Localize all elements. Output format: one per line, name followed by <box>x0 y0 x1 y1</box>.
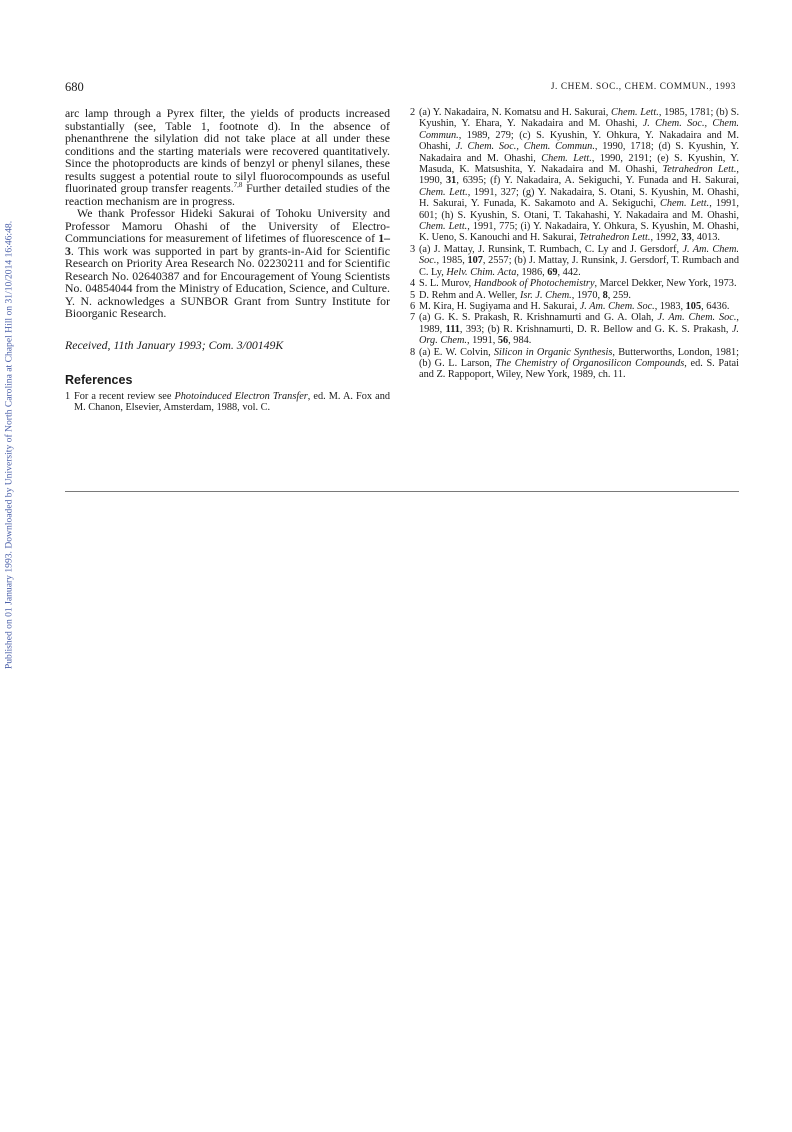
journal-name: J. Am. Chem. Soc. <box>419 243 739 267</box>
ref-text: , 984. <box>508 335 532 347</box>
reference-4 <box>410 278 739 289</box>
acknowledgements-paragraph <box>65 207 390 320</box>
ack-text-a: We thank Professor Hideki Sakurai of Tohoku University and Professor Mamoru Ohashi of the University of Electro-Communciations for measurement of lifetimes of fluorescence of <box>65 206 390 245</box>
volume-number: 33 <box>681 232 692 244</box>
left-column <box>65 107 390 413</box>
book-title: Silicon in Organic Synthesis <box>493 346 613 358</box>
journal-name: Helv. Chim. Acta <box>446 266 517 278</box>
volume-number: 111 <box>445 323 460 335</box>
ref-text: , 6395; <box>456 175 491 187</box>
ref-text: , 1970, <box>571 289 603 301</box>
reference-number: 3 <box>410 243 416 255</box>
ref-text: S. L. Murov, <box>419 278 474 290</box>
ref-text: M. Kira, H. Sugiyama and H. Sakurai, <box>419 300 580 312</box>
download-watermark <box>2 190 16 700</box>
reference-1 <box>65 391 390 414</box>
volume-number: 107 <box>467 255 483 267</box>
ref-text: , 442. <box>557 266 581 278</box>
reference-2 <box>410 107 739 244</box>
ref-text: (e) S. Kyushin, Y. Masuda, K. Matsushita, Y. Nakadaira and M. Ohashi, <box>419 152 739 176</box>
ref-text: , 4013. <box>691 232 720 244</box>
ref-text: (g) Y. Nakadaira, S. Otani, S. Kyushin, M. Ohashi, H. Sakurai, Y. Funada, K. Sakamoto and A. Sekiguchi, <box>419 186 740 210</box>
journal-name: J. Org. Chem. <box>419 323 739 347</box>
ref-text: , 1989, 279; <box>458 129 520 141</box>
ref-text: (i) Y. Nakadaira, Y. Ohkura, S. Kyushin, M. Ohashi, K. Ueno, S. Kanouchi and H. Sakurai, <box>419 221 739 244</box>
volume-number: 31 <box>446 175 457 187</box>
reference-number: 5 <box>410 289 416 301</box>
journal-name: Chem. Lett. <box>419 221 468 233</box>
body-paragraph-1 <box>65 107 390 207</box>
running-head: J. CHEM. SOC., CHEM. COMMUN., 1993 <box>550 82 736 92</box>
reference-5 <box>410 290 739 301</box>
ref-text: , 1991, 601; <box>419 198 739 221</box>
journal-name: J. Chem. Soc., Chem. Commun. <box>419 118 739 141</box>
journal-name: Tetrahedron Lett. <box>579 232 651 244</box>
journal-name: Tetrahedron Lett. <box>662 164 737 176</box>
ref-text: For a recent review see <box>74 390 175 402</box>
volume-number: 69 <box>547 266 558 278</box>
ref-text: (b) G. L. Larson, <box>419 357 496 369</box>
ref-text: , 393; <box>459 323 488 335</box>
volume-number: 56 <box>497 335 509 347</box>
journal-name: Chem. Lett. <box>611 107 659 118</box>
ref-text: , 2557; <box>482 255 515 267</box>
para1-end-text: Further detailed studies of the reaction mechanism are in progress. <box>65 181 391 208</box>
journal-name: J. Am. Chem. Soc. <box>657 312 737 324</box>
download-watermark-text: Published on 01 January 1993. Downloaded by University of North Carolina at Chapel Hill on 31/10/2014 16:46:48. <box>3 220 15 670</box>
ref-text: (b) J. Mattay, J. Runsink, J. Gersdorf, T. Rumbach and C. Ly, <box>419 255 739 278</box>
para1-text: arc lamp through a Pyrex filter, the yields of products increased substantially (see, Table 1, footnote d). In the absence of phenanthrene the silylation did not take place at all under these conditions and the starting materials were recovered quantitatively. Since the photoproducts are kinds of benzyl or phenyl silanes, these results suggest a potential route to silyl fluorocompounds as useful fluorinated group transfer reagents. <box>65 106 390 195</box>
reference-number: 4 <box>410 278 416 290</box>
ref-text: (c) S. Kyushin, Y. Ohkura, Y. Nakadaira and M. Ohashi, <box>419 129 739 153</box>
journal-name: J. Chem. Soc., Chem. Commun. <box>455 141 595 153</box>
journal-name: Chem. Lett. <box>541 152 592 164</box>
reference-8 <box>410 347 739 381</box>
ref-text: , 1989, <box>419 312 739 335</box>
ref-text: , 1991, 775; <box>467 221 521 233</box>
page-divider <box>65 491 739 492</box>
reference-number: 1 <box>65 390 71 402</box>
ref-text: , 1990, 2191; <box>591 152 658 164</box>
citation-superscript: 7,8 <box>233 181 243 190</box>
ref-text: (a) Y. Nakadaira, N. Komatsu and H. Sakurai, <box>419 107 611 118</box>
ref-text: , Butterworths, London, 1981; <box>612 346 740 358</box>
ref-title: Photoinduced Electron Transfer <box>174 390 308 402</box>
journal-name: Chem. Lett. <box>419 186 468 198</box>
journal-name: Chem. Lett. <box>659 198 710 210</box>
reference-number: 8 <box>410 346 416 358</box>
ref-text: , 1985, <box>436 255 468 267</box>
reference-number: 2 <box>410 107 416 118</box>
book-title: Handbook of Photochemistry <box>473 278 595 290</box>
right-column <box>410 107 739 381</box>
ack-text-b: . This work was supported in part by grants-in-Aid for Scientific Research on Priority Area Research No. 02230211 and for Scientific Research No. 02640387 and for Encouragement of Young Scientists No. 04854044 from the Ministry of Education, Science, and Culture. Y. N. acknowledges a SUNBOR Grant from Suntry Institute for Bioorganic Research. <box>65 243 390 320</box>
ref-text: , 1985, 1781; <box>658 107 717 118</box>
reference-3 <box>410 244 739 278</box>
received-line: Received, 11th January 1993; Com. 3/00149K <box>65 337 284 352</box>
ref-text: (b) S. Kyushin, Y. Ehara, Y. Nakadaira and M. Ohashi, <box>419 107 740 130</box>
references-heading: References <box>65 372 133 387</box>
compound-numbers: 1–3 <box>65 231 390 258</box>
ref-text: , 1986, <box>516 266 548 278</box>
reference-number: 7 <box>410 312 416 324</box>
ref-text: (a) E. W. Colvin, <box>419 346 494 358</box>
ref-text: , ed. M. A. Fox and M. Chanon, Elsevier, Amsterdam, 1988, vol. C. <box>74 390 390 413</box>
ref-text: , 1991, <box>466 335 498 347</box>
volume-number: 105 <box>685 300 702 312</box>
volume-number: 8 <box>602 289 608 301</box>
ref-text: , ed. S. Patai and Z. Rappoport, Wiley, New York, 1989, ch. 11. <box>419 357 739 381</box>
page-number: 680 <box>65 80 84 94</box>
ref-text: D. Rehm and A. Weller, <box>419 289 520 301</box>
ref-text: , 1983, <box>654 300 686 312</box>
ref-text: , 1990, <box>419 164 739 187</box>
ref-text: (a) G. K. S. Prakash, R. Krishnamurti and G. A. Olah, <box>419 312 658 324</box>
ref-text: (f) Y. Nakadaira, A. Sekiguchi, Y. Funada and H. Sakurai, <box>490 175 739 187</box>
ref-text: (a) J. Mattay, J. Runsink, T. Rumbach, C. Ly and J. Gersdorf, <box>419 243 683 255</box>
reference-6 <box>410 301 739 312</box>
ref-text: , 259. <box>607 289 631 301</box>
ref-text: (h) S. Kyushin, S. Otani, T. Takahashi, Y. Nakadaira and M. Ohashi, <box>441 209 739 221</box>
reference-7 <box>410 312 739 346</box>
ref-text: (b) R. Krishnamurti, D. R. Bellow and G. K. S. Prakash, <box>487 323 732 335</box>
journal-name: J. Am. Chem. Soc. <box>579 300 655 312</box>
ref-text: , Marcel Dekker, New York, 1973. <box>594 278 737 290</box>
ref-text: , 1990, 1718; <box>594 141 659 153</box>
book-title: The Chemistry of Organosilicon Compounds <box>495 357 685 369</box>
ref-text: , 6436. <box>701 300 730 312</box>
ref-text: (d) S. Kyushin, Y. Nakadaira and M. Ohashi, <box>419 141 739 164</box>
ref-text: , 1991, 327; <box>467 186 523 198</box>
ref-text: , 1992, <box>650 232 682 244</box>
journal-name: Isr. J. Chem. <box>519 289 572 301</box>
reference-number: 6 <box>410 300 416 312</box>
